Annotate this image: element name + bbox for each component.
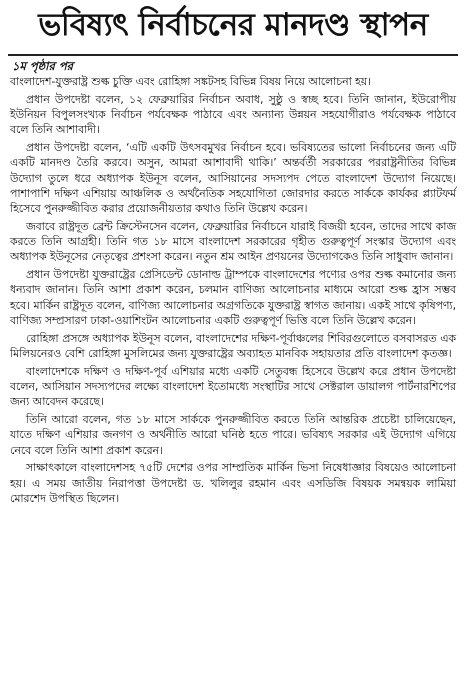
headline: ভবিষ্যৎ নির্বাচনের মানদণ্ড স্থাপন bbox=[38, 7, 428, 43]
article-paragraph: বাংলাদেশ-যুক্তরাষ্ট্র শুল্ক চুক্তি এবং রোহিঙ্গা সঙ্কটসহ বিভিন্ন বিষয় নিয়ে আলোচনা হয়। bbox=[10, 75, 372, 88]
article-paragraph: জবাবে রাষ্ট্রদূত ব্রেন্ট ক্রিস্টেনসেন বলেন, ফেব্রুয়ারির নির্বাচনে যারাই বিজয়ী হবেন, তাদের সাথে কাজ করতে তিনি আগ্রহী। তিনি গত ১৮ মাসে বাংলাদেশ সরকারের গৃহীত গুরুত্বপূর্ণ সংস্কার উদ্যোগ এবং অধ্যাপক ইউনূসের নেতৃত্বের প্রশংসা করেন। নতুন শ্রম আইন প্রণয়নের উদ্যোগকেও তিনি সাধুবাদ জানান। bbox=[10, 219, 456, 264]
article-body bbox=[6, 74, 460, 506]
article-paragraph: প্রধান উপদেষ্টা যুক্তরাষ্ট্রের প্রেসিডেন্ট ডোনাল্ড ট্রাম্পকে বাংলাদেশের পণ্যের ওপর শুল্ক কমানোর জন্য ধন্যবাদ জানান। তিনি আশা প্রকাশ করেন, চলমান বাণিজ্য আলোচনার মাধ্যমে আরো শুল্ক হ্রাস সম্ভব হবে। মার্কিন রাষ্ট্রদূত বলেন, বাণিজ্য আলোচনার অগ্রগতিকে যুক্তরাষ্ট্র স্বাগত জানায়। একই সাথে কৃষিপণ্য, বাণিজ্য সম্প্রসারণ ঢাকা-ওয়াশিংটন আলোচনার একটি গুরুত্বপূর্ণ ভিত্তি বলে তিনি উল্লেখ করেন। bbox=[10, 268, 456, 328]
article-paragraph: প্রধান উপদেষ্টা বলেন, ১২ ফেব্রুয়ারির নির্বাচন অবাধ, সুষ্ঠু ও স্বচ্ছ হবে। তিনি জানান, ইউরোপীয় ইউনিয়ন বিপুলসংখ্যক নির্বাচন পর্যবেক্ষক পাঠাবে এবং অন্যান্য উন্নয়ন সহযোগীরাও পর্যবেক্ষক পাঠাবে বলে তিনি আশাবাদী। bbox=[10, 92, 456, 137]
headline-divider bbox=[8, 54, 458, 56]
article-paragraph: বাংলাদেশকে দক্ষিণ ও দক্ষিণ-পূর্ব এশিয়ার মধ্যে একটি সেতুবন্ধ হিসেবে উল্লেখ করে প্রধান উপদেষ্টা বলেন, আসিয়ান সদস্যপদের লক্ষ্যে বাংলাদেশ ইতোমধ্যে সংস্থাটির সাথে সেক্টরাল ডায়ালগ পার্টনারশিপের জন্য আবেদন করেছে। bbox=[10, 364, 456, 409]
continued-from-label: ১ম পৃষ্ঠার পর bbox=[12, 59, 73, 73]
article-paragraph: তিনি আরো বলেন, গত ১৮ মাসে সার্ককে পুনরুজ্জীবিত করতে তিনি আন্তরিক প্রচেষ্টা চালিয়েছেন, যাতে দক্ষিণ এশিয়ার জনগণ ও অর্থনীতি আরো ঘনিষ্ঠ হতে পারে। ভবিষ্যৎ সরকার এই উদ্যোগ এগিয়ে নেবে বলে তিনি আশা প্রকাশ করেন। bbox=[10, 412, 456, 457]
article-paragraph: রোহিঙ্গা প্রসঙ্গে অধ্যাপক ইউনূস বলেন, বাংলাদেশের দক্ষিণ-পূর্বাঞ্চলের শিবিরগুলোতে বসবাসরত এক মিলিয়নেরও বেশি রোহিঙ্গা মুসলিমের জন্য যুক্তরাষ্ট্রের অব্যাহত মানবিক সহায়তার প্রতি বাংলাদেশ কৃতজ্ঞ। bbox=[10, 331, 456, 360]
article-paragraph: প্রধান উপদেষ্টা বলেন, ‘এটি একটি উৎসবমুখর নির্বাচন হবে। ভবিষ্যতের ভালো নির্বাচনের জন্য এটি একটি মানদণ্ড তৈরি করবে। অসুন, আমরা আশাবাদী থাকি।’ অন্তর্বর্তী সরকারের পররাষ্ট্রনীতির বিভিন্ন উদ্যোগ তুলে ধরে অধ্যাপক ইউনূস বলেন, আসিয়ানের সদস্যপদ পেতে বাংলাদেশ উদ্যোগ নিয়েছে। পাশাপাশি দক্ষিণ এশিয়ায় আঞ্চলিক ও অর্থনৈতিক সহযোগিতা জোরদার করতে সার্ককে কার্যকর প্ল্যাটফর্ম হিসেবে পুনরুজ্জীবিত করার প্রয়োজনীয়তার কথাও তিনি উল্লেখ করেন। bbox=[10, 140, 456, 216]
article-paragraph: সাক্ষাৎকালে বাংলাদেশসহ ৭৫টি দেশের ওপর সাম্প্রতিক মার্কিন ভিসা নিষেধাজ্ঞার বিষয়েও আলোচনা হয়। এ সময় জাতীয় নিরাপত্তা উপদেষ্টা ড. খলিলুর রহমান এবং এসডিজি বিষয়ক সমন্বয়ক লামিয়া মোরশেদ উপস্থিত ছিলেন। bbox=[10, 461, 456, 505]
